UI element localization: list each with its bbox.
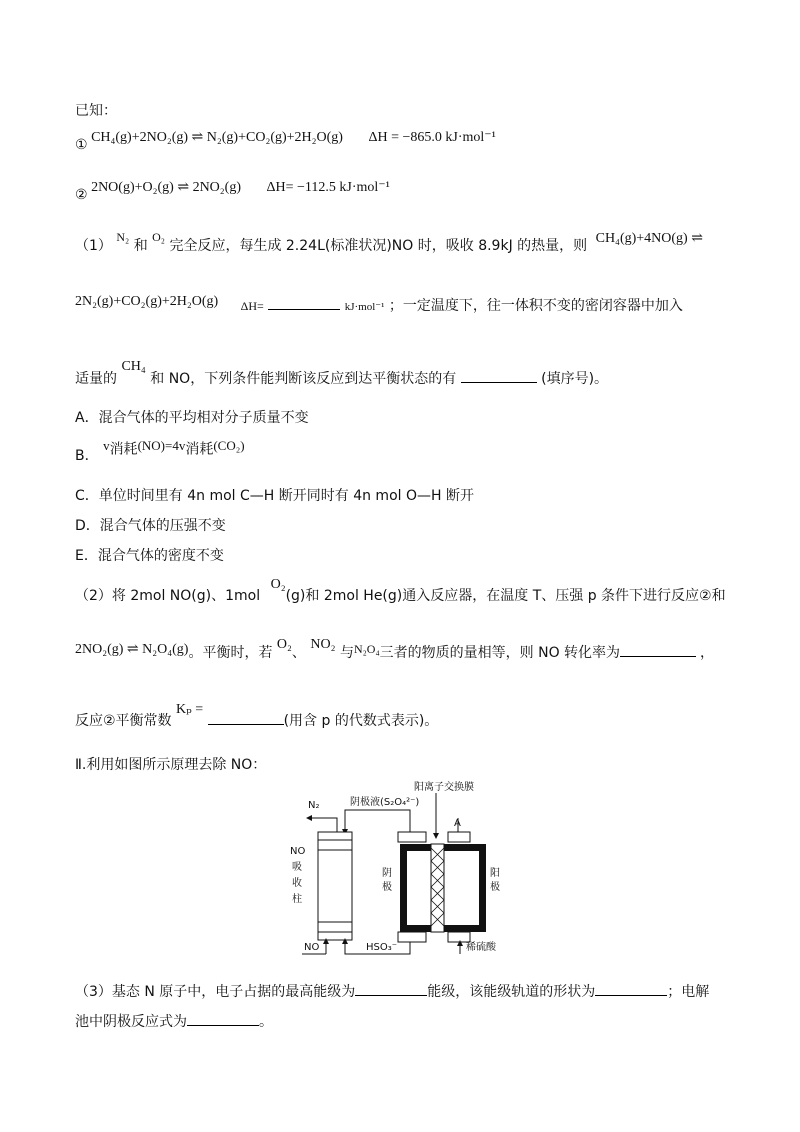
option-a: A．混合气体的平均相对分子质量不变 (75, 410, 309, 426)
question-3-line-1 (75, 983, 709, 1001)
equation-2-marker: ② (75, 188, 88, 203)
dimerization-equation: 2NO₂(g) ⇌ N₂O₄(g) (75, 642, 189, 657)
enthalpy-answer-blank[interactable] (268, 297, 340, 310)
ch4-formula: CH₄ (121, 359, 146, 374)
equation-2-arrow: ⇌ (177, 180, 190, 195)
with-text: 与 (339, 645, 354, 661)
column-label-3: 收 (292, 878, 302, 889)
equation-1-enthalpy: ΔH = −865.0 kJ·mol⁻¹ (368, 130, 496, 145)
question-1-number: （1） (75, 238, 112, 254)
cathode-reaction-blank[interactable] (187, 1013, 259, 1026)
cathode-electrode (400, 844, 434, 932)
equation-1-arrow: ⇌ (191, 130, 204, 145)
n2-outlet-line (312, 818, 337, 832)
equation-1-rhs: N₂(g)+CO₂(g)+2H₂O(g) (206, 130, 343, 145)
absorption-column-bottom-cap (318, 922, 352, 932)
equation-2-enthalpy: ΔH= −112.5 kJ·mol⁻¹ (266, 180, 390, 195)
kp-answer-blank[interactable] (208, 712, 284, 725)
part-2-heading: Ⅱ.利用如图所示原理去除 NO： (75, 757, 267, 773)
dilute-acid-label: 稀硫酸 (466, 942, 496, 953)
option-b (75, 438, 245, 464)
n2-outlet-label: N₂ (308, 800, 320, 811)
comma: ， (700, 645, 715, 661)
question-2-text-4: 反应②平衡常数 (75, 713, 172, 729)
electrolysis-diagram (290, 778, 530, 963)
option-d: D．混合气体的压强不变 (75, 518, 226, 534)
question-1-line-3 (75, 359, 609, 389)
velocity-symbol-1: v (103, 438, 110, 453)
energy-level-blank[interactable] (355, 983, 427, 996)
velocity-subscript-2: 消耗 (185, 441, 214, 458)
column-label-no: NO (290, 846, 306, 857)
o2-formula-q2b: O₂ (276, 637, 292, 652)
membrane-label: 阳离子交换膜 (414, 782, 474, 793)
o2-formula: O₂ (152, 230, 165, 244)
orbital-shape-blank[interactable] (595, 983, 667, 996)
option-b-end: (CO₂) (213, 438, 245, 453)
anode-label-1: 阳 (490, 868, 500, 879)
option-c: C．单位时间里有 4n mol C—H 断开同时有 4n mol O—H 断开 (75, 488, 474, 504)
question-1-line-2 (75, 294, 683, 316)
question-3-text-1: （3）基态 N 原子中，电子占据的最高能级为 (75, 984, 356, 1000)
cathode-label-1: 阴 (382, 868, 392, 879)
equation-1-lhs: CH₄(g)+2NO₂(g) (91, 130, 189, 145)
question-2-text-1: (g)和 2mol He(g)通入反应器，在温度 T、压强 p 条件下进行反应②和 (285, 588, 726, 604)
separator: 、 (291, 645, 306, 661)
catholyte-line (345, 810, 410, 832)
question-2-line-1 (75, 577, 726, 606)
option-b-middle: (NO)=4v (137, 438, 186, 453)
question-1-text-3a: 适量的 (75, 371, 117, 387)
cathode-label-2: 极 (382, 882, 392, 893)
column-label-4: 柱 (292, 894, 302, 905)
question-2-line-2 (75, 637, 715, 663)
option-b-label: B． (75, 448, 99, 464)
no-inlet-label: NO (304, 942, 320, 953)
anode-electrode (442, 844, 486, 932)
ion-exchange-membrane (431, 844, 444, 932)
hso3-label: HSO₃⁻ (366, 942, 398, 953)
o2-formula-q2: O₂ (270, 577, 286, 592)
question-2-text-5: (用含 p 的代数式表示)。 (283, 713, 439, 729)
outlet-a-label: A (454, 818, 461, 829)
velocity-subscript-1: 消耗 (109, 441, 138, 458)
equation-1-marker: ① (75, 138, 88, 153)
equation-2 (75, 180, 390, 203)
known-label: 已知： (75, 103, 117, 119)
conversion-answer-blank[interactable] (620, 644, 696, 657)
question-3-line-2 (75, 1013, 273, 1031)
question-2-text-2: 。平衡时，若 (188, 645, 273, 661)
equation-1 (75, 130, 496, 153)
cathode-chamber-top-port (398, 832, 426, 842)
question-2-text-prefix: （2）将 2mol NO(g)、1mol (75, 588, 261, 604)
question-3-text-4: 池中阴极反应式为 (75, 1014, 187, 1030)
question-3-text-2: 能级，该能级轨道的形状为 (427, 984, 596, 1000)
question-1-text-1: 完全反应，每生成 2.24L(标准状况)NO 时，吸收 8.9kJ 的热量，则 (169, 238, 588, 254)
anode-label-2: 极 (490, 882, 500, 893)
question-1-line-1 (75, 230, 703, 256)
and-text: 和 (133, 238, 148, 254)
question-1-text-3c: (填序号)。 (541, 371, 609, 387)
n2-outlet-arrow (306, 815, 312, 821)
question-1-text-2: ；一定温度下，往一体积不变的密闭容器中加入 (388, 298, 683, 314)
equilibrium-answer-blank[interactable] (461, 370, 537, 383)
cathode-chamber-bottom-port (398, 932, 426, 942)
enthalpy-label: ΔH= (240, 299, 264, 313)
question-2-text-3: 三者的物质的量相等，则 NO 转化率为 (379, 645, 621, 661)
absorption-column-top-cap (318, 840, 352, 850)
anode-chamber-top-port (448, 832, 470, 842)
catholyte-label: 阴极液(S₂O₄²⁻) (350, 797, 420, 808)
question-1-equation-rhs: 2N₂(g)+CO₂(g)+2H₂O(g) (75, 294, 219, 309)
question-2-line-3 (75, 702, 439, 731)
equation-2-rhs: 2NO₂(g) (192, 180, 241, 195)
membrane-pointer-arrow (433, 833, 439, 839)
kp-symbol: Kₚ = (176, 702, 204, 717)
no2-formula: NO₂ (310, 637, 336, 652)
n2o4-formula: N₂O₄ (353, 642, 380, 656)
question-3-text-5: 。 (259, 1014, 273, 1030)
question-1-text-3b: 和 NO，下列条件能判断该反应到达平衡状态的有 (150, 371, 457, 387)
question-3-text-3: ；电解 (667, 984, 710, 1000)
question-1-equation-lhs: CH₄(g)+4NO(g) ⇌ (595, 231, 703, 246)
enthalpy-unit: kJ·mol⁻¹ (344, 301, 385, 313)
anode-chamber-bottom-port (448, 932, 470, 942)
column-label-2: 吸 (292, 862, 302, 873)
equation-2-lhs: 2NO(g)+O₂(g) (91, 180, 174, 195)
n2-formula: N₂ (116, 230, 130, 244)
option-e: E．混合气体的密度不变 (75, 548, 224, 564)
